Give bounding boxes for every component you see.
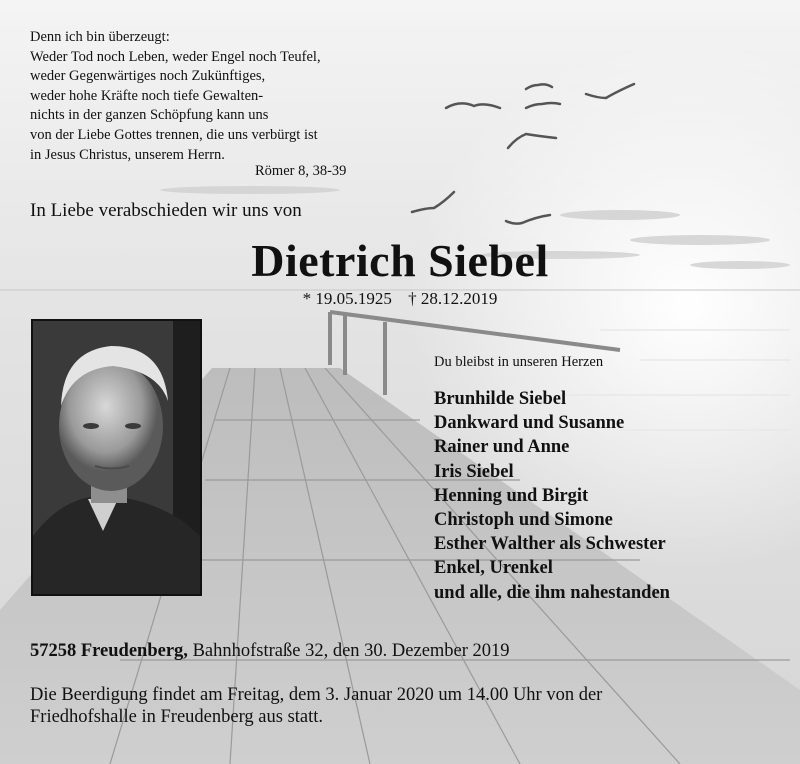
mourner-name: Christoph und Simone (434, 510, 613, 531)
verse-line: von der Liebe Gottes trennen, die uns verbürgt ist (30, 126, 318, 143)
intro-text: In Liebe verabschieden wir uns von (30, 200, 302, 221)
verse-line: in Jesus Christus, unserem Herrn. (30, 146, 225, 163)
motto-text: Du bleibst in unseren Herzen (434, 354, 604, 370)
death-date: † 28.12.2019 (408, 289, 498, 308)
verse-line: nichts in der ganzen Schöpfung kann uns (30, 107, 269, 124)
portrait-image (33, 321, 200, 594)
deceased-name: Dietrich Siebel (251, 235, 549, 286)
mourner-name: Esther Walther als Schwester (434, 534, 666, 555)
bible-verse (30, 28, 370, 165)
verse-line: Denn ich bin überzeugt: (30, 29, 170, 45)
mourner-name: Dankward und Susanne (434, 413, 625, 434)
verse-line: weder hohe Kräfte noch tiefe Gewalten- (30, 87, 264, 104)
mourner-name: und alle, die ihm nahestanden (434, 582, 670, 603)
place-and-date (30, 641, 510, 662)
portrait-photo (31, 319, 202, 596)
mourner-name: Brunhilde Siebel (434, 389, 567, 409)
mourner-name: Enkel, Urenkel (434, 558, 553, 579)
birth-date: * 19.05.1925 (302, 289, 392, 308)
mourner-name: Henning und Birgit (434, 485, 589, 506)
place-city: 57258 Freudenberg, (30, 641, 188, 661)
verse-line: weder Gegenwärtiges noch Zukünftiges, (30, 68, 266, 85)
verse-reference: Römer 8, 38-39 (255, 163, 347, 179)
verse-line: Weder Tod noch Leben, weder Engel noch Teufel, (30, 48, 321, 65)
mourners-list (434, 387, 670, 605)
funeral-line: Friedhofshalle in Freudenberg aus statt. (30, 707, 324, 727)
life-dates (0, 289, 800, 309)
place-address-date: Bahnhofstraße 32, den 30. Dezember 2019 (192, 641, 510, 661)
funeral-notice (30, 684, 770, 728)
mourner-name: Iris Siebel (434, 461, 514, 482)
funeral-line: Die Beerdigung findet am Freitag, dem 3. Januar 2020 um 14.00 Uhr von der (30, 685, 603, 705)
mourner-name: Rainer und Anne (434, 437, 570, 458)
